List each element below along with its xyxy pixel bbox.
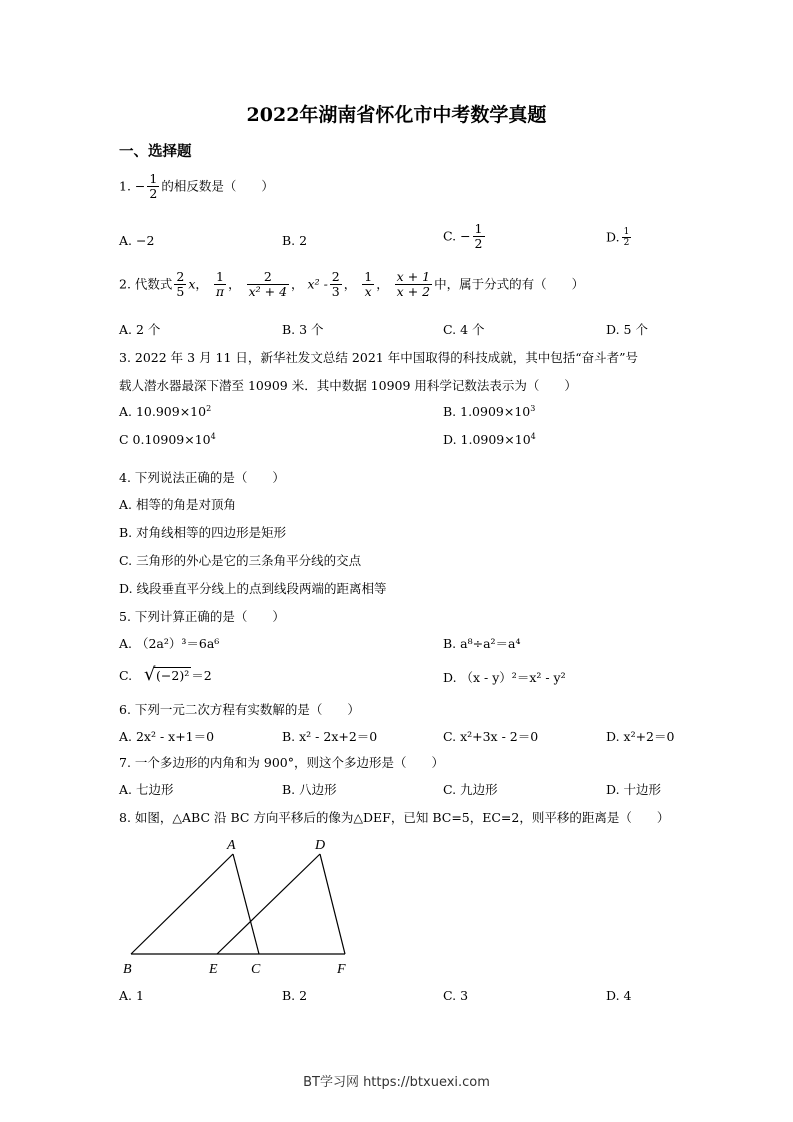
q5-option-b[interactable]: B. a⁸÷a²＝a⁴	[443, 636, 521, 651]
q5-option-c[interactable]: C. √ (−2)² ＝2	[119, 664, 212, 685]
q1-option-c[interactable]: C. − $\frac{1}{2}$	[443, 221, 483, 252]
question-5-stem: 5. 下列计算正确的是（ ）	[119, 609, 285, 624]
q5-option-a[interactable]: A. （2a²）³＝6a⁶	[119, 636, 220, 651]
vertex-label-f: F	[337, 962, 346, 977]
q4-option-d[interactable]: D. 线段垂直平分线上的点到线段两端的距离相等	[119, 581, 387, 596]
question-8-stem: 8. 如图，△ABC 沿 BC 方向平移后的像为△DEF，已知 BC=5，EC=2，则平移的距离是（ ）	[119, 810, 670, 825]
question-3-line-1: 3. 2022 年 3 月 11 日，新华社发文总结 2021 年中国取得的科技成就，其中包括“奋斗者”号	[119, 350, 638, 365]
segment-df	[320, 854, 345, 954]
question-4-stem: 4. 下列说法正确的是（ ）	[119, 470, 285, 485]
segment-ed	[217, 854, 320, 954]
q7-option-b[interactable]: B. 八边形	[282, 782, 337, 797]
q7-option-a[interactable]: A. 七边形	[119, 782, 174, 797]
q7-option-d[interactable]: D. 十边形	[606, 782, 662, 797]
q3-option-c[interactable]: C $0.10909\times 10^4$	[119, 432, 216, 448]
section-heading: 一、选择题	[119, 143, 192, 160]
segment-ac	[233, 854, 259, 954]
question-2-stem: 2. 代数式 $\frac{2}{5}$ x， $\frac{1}{\pi}$ ， $\frac{2}{\text{x² + 4}}$ ， x² - $\frac{2}{3}$ ， $\frac{1}{x}$ ， $\frac{x + 1}{x + 2}$ 中，属于分式的有（ ）	[119, 269, 585, 300]
q1-option-b[interactable]: B. 2	[282, 233, 308, 248]
q6-option-a[interactable]: A. 2x² - x+1＝0	[119, 729, 215, 744]
q4-option-a[interactable]: A. 相等的角是对顶角	[119, 497, 236, 512]
vertex-label-a: A	[227, 838, 236, 853]
page-title: 2022年湖南省怀化市中考数学真题	[246, 104, 547, 126]
q3-option-a[interactable]: A. $10.909\times 10^2$	[119, 404, 212, 420]
q2-option-b[interactable]: B. 3 个	[282, 322, 324, 337]
q4-option-b[interactable]: B. 对角线相等的四边形是矩形	[119, 525, 287, 540]
q8-option-b[interactable]: B. 2	[282, 988, 308, 1003]
q7-option-c[interactable]: C. 九边形	[443, 782, 498, 797]
q5-option-d[interactable]: D. （x - y）²＝x² - y²	[443, 670, 566, 685]
vertex-label-d: D	[315, 838, 326, 853]
radical-sign-icon: √	[144, 664, 156, 685]
q4-option-c[interactable]: C. 三角形的外心是它的三条角平分线的交点	[119, 553, 362, 568]
question-1-stem: 1. − $\frac{1}{2}$ 的相反数是（ ）	[119, 171, 274, 202]
q3-option-b[interactable]: B. $1.0909\times 10^3$	[443, 404, 536, 420]
question-3-line-2: 载人潜水器最深下潜至 10909 米．其中数据 10909 用科学记数法表示为（ ）	[119, 378, 577, 393]
segment-ab	[131, 854, 233, 954]
q2-option-c[interactable]: C. 4 个	[443, 322, 485, 337]
vertex-label-b: B	[123, 962, 132, 977]
footer-watermark[interactable]: BT学习网 https://btxuexi.com	[303, 1075, 490, 1090]
q1-option-d[interactable]: D. $\frac{1}{2}$	[606, 227, 630, 249]
vertex-label-c: C	[251, 962, 261, 977]
vertex-label-e: E	[209, 962, 218, 977]
q6-option-b[interactable]: B. x² - 2x+2＝0	[282, 729, 378, 744]
q6-option-d[interactable]: D. x²+2＝0	[606, 729, 675, 744]
q8-option-d[interactable]: D. 4	[606, 988, 632, 1003]
q3-option-d[interactable]: D. $1.0909\times 10^4$	[443, 432, 536, 448]
q1-option-a[interactable]: A. −2	[119, 233, 155, 248]
q2-option-a[interactable]: A. 2 个	[119, 322, 161, 337]
question-6-stem: 6. 下列一元二次方程有实数解的是（ ）	[119, 702, 360, 717]
q2-option-d[interactable]: D. 5 个	[606, 322, 648, 337]
translated-triangles-figure	[115, 836, 365, 981]
q8-option-a[interactable]: A. 1	[119, 988, 144, 1003]
q8-option-c[interactable]: C. 3	[443, 988, 469, 1003]
q6-option-c[interactable]: C. x²+3x - 2＝0	[443, 729, 539, 744]
question-7-stem: 7. 一个多边形的内角和为 900°，则这个多边形是（ ）	[119, 755, 444, 770]
